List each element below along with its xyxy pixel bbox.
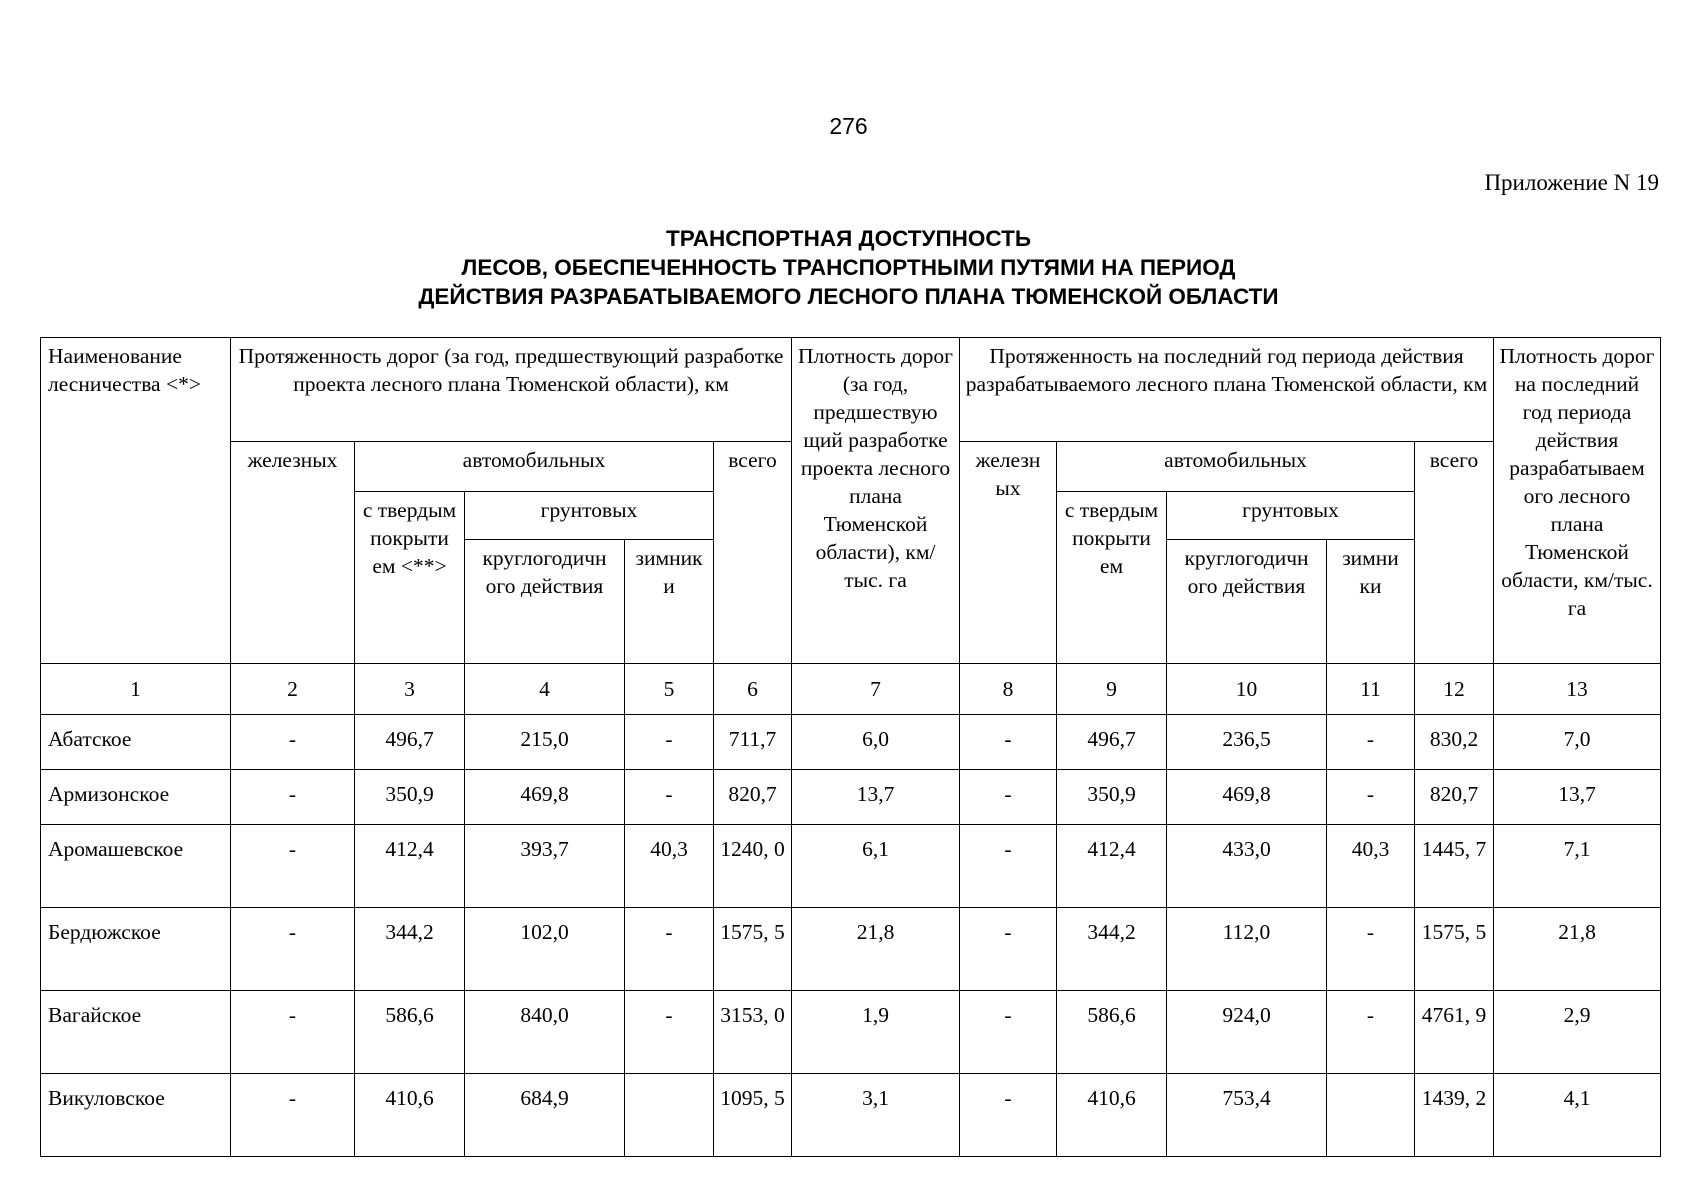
table-cell: 820,7	[1415, 770, 1494, 825]
header-winter-last: зимни ки	[1327, 540, 1415, 664]
forestry-name: Бердюжское	[41, 908, 231, 991]
title-line-3: ДЕЙСТВИЯ РАЗРАБАТЫВАЕМОГО ЛЕСНОГО ПЛАНА ТЮМЕНСКОЙ ОБЛАСТИ	[418, 284, 1279, 309]
column-number: 12	[1415, 664, 1494, 715]
appendix-label: Приложение N 19	[1484, 170, 1659, 195]
forestry-name: Викуловское	[41, 1074, 231, 1157]
table-cell: -	[1327, 991, 1415, 1074]
table-cell: -	[960, 908, 1057, 991]
column-number: 9	[1057, 664, 1167, 715]
table-cell: 469,8	[465, 770, 625, 825]
column-number: 2	[231, 664, 355, 715]
table-cell: -	[231, 1074, 355, 1157]
table-cell: 6,1	[792, 825, 960, 908]
table-cell: 753,4	[1167, 1074, 1327, 1157]
header-winter-prev: зимник и	[625, 540, 714, 664]
header-year-round-last: круглогодичн ого действия	[1167, 540, 1327, 664]
table-cell: -	[231, 908, 355, 991]
header-forestry: Наименование лесничества <*>	[41, 338, 231, 664]
header-hard-last: с твердым покрыти ем	[1057, 492, 1167, 664]
table-cell: -	[1327, 770, 1415, 825]
table-cell	[1327, 1074, 1415, 1157]
table-cell: 3153, 0	[714, 991, 792, 1074]
table-cell: -	[625, 908, 714, 991]
table-cell: 21,8	[792, 908, 960, 991]
table-row	[41, 991, 1661, 1074]
header-total-prev: всего	[714, 442, 792, 664]
column-number-row	[41, 664, 1661, 715]
table-cell: 1575, 5	[714, 908, 792, 991]
table-cell: -	[231, 770, 355, 825]
table-cell: -	[960, 991, 1057, 1074]
table-cell: 684,9	[465, 1074, 625, 1157]
table-row	[41, 1074, 1661, 1157]
table-cell: 496,7	[1057, 715, 1167, 770]
document-title	[0, 224, 1697, 311]
table-cell: 112,0	[1167, 908, 1327, 991]
table-row	[41, 908, 1661, 991]
table-cell: 924,0	[1167, 991, 1327, 1074]
column-number: 1	[41, 664, 231, 715]
table-cell: 13,7	[1494, 770, 1661, 825]
header-last-length: Протяженность на последний год периода действия разрабатываемого лесного плана Тюменской области, км	[960, 338, 1494, 442]
table-cell: 6,0	[792, 715, 960, 770]
table-cell: -	[1327, 908, 1415, 991]
column-number: 10	[1167, 664, 1327, 715]
table-cell: 344,2	[1057, 908, 1167, 991]
table-cell: 102,0	[465, 908, 625, 991]
title-line-1: ТРАНСПОРТНАЯ ДОСТУПНОСТЬ	[665, 226, 1032, 251]
table-cell: -	[231, 825, 355, 908]
column-number: 4	[465, 664, 625, 715]
table-cell: -	[960, 715, 1057, 770]
table-cell: 350,9	[355, 770, 465, 825]
column-number: 11	[1327, 664, 1415, 715]
table-cell: -	[960, 770, 1057, 825]
column-number: 8	[960, 664, 1057, 715]
transport-table	[40, 337, 1661, 1157]
table-cell: 1439, 2	[1415, 1074, 1494, 1157]
table-cell: 7,0	[1494, 715, 1661, 770]
table-cell: 344,2	[355, 908, 465, 991]
table-cell: 410,6	[355, 1074, 465, 1157]
table-cell: 410,6	[1057, 1074, 1167, 1157]
table-cell: 4,1	[1494, 1074, 1661, 1157]
header-total-last: всего	[1415, 442, 1494, 664]
column-number: 3	[355, 664, 465, 715]
title-line-2: ЛЕСОВ, ОБЕСПЕЧЕННОСТЬ ТРАНСПОРТНЫМИ ПУТЯМИ НА ПЕРИОД	[461, 255, 1236, 280]
table-cell: 13,7	[792, 770, 960, 825]
table-cell: 840,0	[465, 991, 625, 1074]
table-header	[41, 338, 1661, 715]
table-row	[41, 825, 1661, 908]
header-auto-prev: автомобильных	[355, 442, 714, 492]
page-number: 276	[829, 113, 868, 139]
header-rail-last: железн ых	[960, 442, 1057, 664]
forestry-name: Аромашевское	[41, 825, 231, 908]
header-prev-density: Плотность дорог (за год, предшествую щий разработке проекта лесного плана Тюменской области), км/тыс. га	[792, 338, 960, 664]
table-cell: 820,7	[714, 770, 792, 825]
table-cell: 1575, 5	[1415, 908, 1494, 991]
table-cell: 3,1	[792, 1074, 960, 1157]
table-cell: 412,4	[355, 825, 465, 908]
column-number: 6	[714, 664, 792, 715]
table-cell: -	[960, 1074, 1057, 1157]
table-cell: 21,8	[1494, 908, 1661, 991]
table-cell: 7,1	[1494, 825, 1661, 908]
table-cell: -	[625, 991, 714, 1074]
forestry-name: Вагайское	[41, 991, 231, 1074]
header-dirt-last: грунтовых	[1167, 492, 1415, 540]
table-cell: -	[960, 825, 1057, 908]
column-number: 7	[792, 664, 960, 715]
table-cell: 711,7	[714, 715, 792, 770]
table-cell: 586,6	[1057, 991, 1167, 1074]
table-cell: 1095, 5	[714, 1074, 792, 1157]
table-cell: 40,3	[1327, 825, 1415, 908]
table-cell: 1,9	[792, 991, 960, 1074]
header-dirt-prev: грунтовых	[465, 492, 714, 540]
forestry-name: Абатское	[41, 715, 231, 770]
table-body	[41, 715, 1661, 1157]
header-rail-prev: железных	[231, 442, 355, 664]
table-cell: -	[231, 715, 355, 770]
table-row	[41, 770, 1661, 825]
header-prev-length: Протяженность дорог (за год, предшествующий разработке проекта лесного плана Тюменской области), км	[231, 338, 792, 442]
table-cell: 236,5	[1167, 715, 1327, 770]
table-cell: -	[231, 991, 355, 1074]
header-hard-prev: с твердым покрыти ем <**>	[355, 492, 465, 664]
table-cell: 4761, 9	[1415, 991, 1494, 1074]
table-cell: 586,6	[355, 991, 465, 1074]
table-cell: 350,9	[1057, 770, 1167, 825]
table-cell: 830,2	[1415, 715, 1494, 770]
forestry-name: Армизонское	[41, 770, 231, 825]
header-year-round-prev: круглогодичн ого действия	[465, 540, 625, 664]
table-cell	[625, 1074, 714, 1157]
table-cell: 469,8	[1167, 770, 1327, 825]
table-row	[41, 715, 1661, 770]
table-cell: -	[625, 715, 714, 770]
table-cell: 40,3	[625, 825, 714, 908]
table-cell: 215,0	[465, 715, 625, 770]
table-cell: 1240, 0	[714, 825, 792, 908]
table-cell: 393,7	[465, 825, 625, 908]
column-number: 5	[625, 664, 714, 715]
header-last-density: Плотность дорог на последний год периода действия разрабатываем ого лесного плана Тюменской области, км/тыс. га	[1494, 338, 1661, 664]
table-cell: -	[1327, 715, 1415, 770]
table-cell: 1445, 7	[1415, 825, 1494, 908]
table-cell: 433,0	[1167, 825, 1327, 908]
column-number: 13	[1494, 664, 1661, 715]
table-cell: -	[625, 770, 714, 825]
table-cell: 412,4	[1057, 825, 1167, 908]
header-auto-last: автомобильных	[1057, 442, 1415, 492]
table-cell: 496,7	[355, 715, 465, 770]
table-cell: 2,9	[1494, 991, 1661, 1074]
